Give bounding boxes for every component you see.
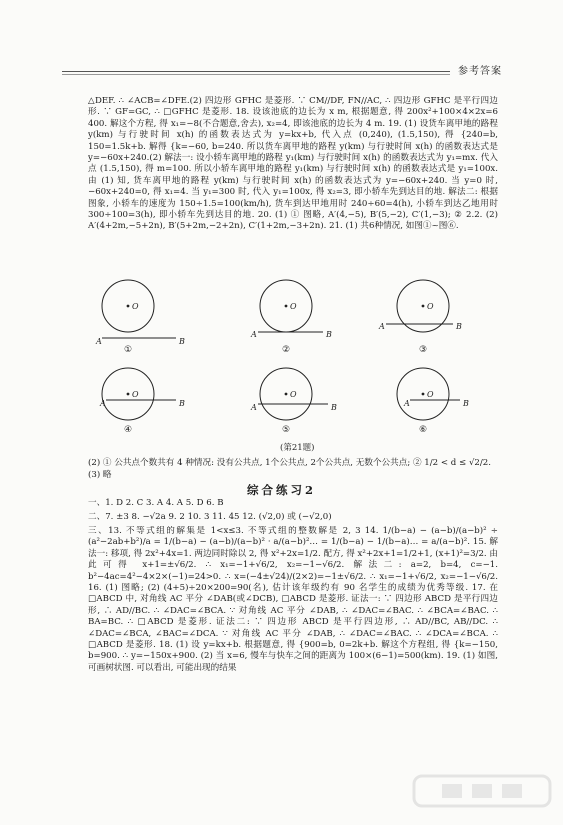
figure-label-1: ① (124, 345, 133, 355)
label-o-3: O (427, 302, 434, 311)
figure-label-2: ② (282, 345, 291, 355)
label-o-1: O (132, 302, 139, 311)
label-b-5: B (331, 403, 337, 412)
answer-21-part2: (2) ① 公共点个数共有 4 种情况: 没有公共点, 1个公共点, 2个公共点, 无数个公共点; ② 1/2 < d ≤ √2/2. (88, 458, 491, 468)
figure-label-3: ③ (419, 345, 428, 355)
header-rule-secondary (62, 74, 450, 75)
label-o-2: O (290, 302, 297, 311)
label-b-3: B (456, 322, 462, 331)
answer-21-part3: (3) 略 (88, 470, 112, 480)
label-b-6: B (463, 399, 469, 408)
label-a-3: A (379, 322, 385, 331)
label-a-4: A (100, 399, 106, 408)
watermark-logo (412, 772, 552, 820)
figure-caption: (第21题) (280, 443, 315, 453)
label-o-4: O (132, 390, 139, 399)
label-a-1: A (96, 337, 102, 346)
label-b-4: B (179, 399, 185, 408)
figure-label-4: ④ (124, 425, 133, 435)
answers-solutions: 三、13. 不等式组的解集是 1<x≤3. 不等式组的整数解是 2, 3 14. 1/(b−a) − (a−b)/(a−b)² ÷ (a²−2ab+b²)/a = 1/(b−a) − (a−b)/(a−b)² · a/(a−b)²… = 1/(b−a) − 1/(b−a)… = a/(a−b)². 15. 解法一: 移项, 得 2x²+4x=1. 两边同时除以 2, 得 x²+2x=1/2. 配方, 得 x²+2x+1=1/2+1, (x+1)²=3/2. 由此可得 x+1=±√6/2. ∴ x₁=−1+√6/2, x₂=−1−√6/2. 解法二: a=2, b=4, c=−1. b²−4ac=4²−4×2×(−1)=24>0. ∴ x=(−4±√24)/(2×2)=−1±√6/2. ∴ x₁=−1+√6/2, x₂=−1−√6/2. 16. (1) 图略; (2) (4+5)÷20×200=90(名), 估计该年级约有 90 名学生的成绩为优秀等级. 17. 在 □ABCD 中, 对角线 AC 平分 ∠DAB(或∠DCB), □ABCD 是菱形. 证法一: ∵ 四边形 ABCD 是平行四边形, ∴ AD//BC. ∴ ∠DAC=∠BCA. ∵ 对角线 AC 平分 ∠DAB, ∴ ∠DAC=∠BAC. ∴ ∠BCA=∠BAC. ∴ BA=BC. ∴ □ABCD 是菱形. 证法二: ∵ 四边形 ABCD 是平行四边形, ∴ AD//BC, AB//DC. ∴ ∠DAC=∠BCA, ∠BAC=∠DCA. ∵ 对角线 AC 平分 ∠DAB, ∴ ∠DAC=∠BAC. ∴ ∠DCA=∠BCA. ∴ □ABCD 是菱形. 18. (1) 设 y=kx+b. 根据题意, 得 {900=b, 0=2k+b. 解这个方程组, 得 {k=−150, b=900. ∴ y=−150x+900. (2) 当 x=6, 慢车与快车之间的距离为 100×(6−1)=500(km). 19. (1) 如图, 可画树状图. 可以看出, 可能出现的结果 (88, 526, 498, 673)
answers-choice: 一、1. D 2. C 3. A 4. A 5. D 6. B (88, 498, 224, 508)
figure-label-5: ⑤ (282, 425, 291, 435)
figure-21-svg (88, 272, 508, 454)
label-b-1: B (179, 337, 185, 346)
header-rule (62, 71, 450, 72)
section-title: 综合练习2 (246, 483, 316, 497)
label-o-6: O (427, 390, 434, 399)
label-a-6: A (404, 399, 410, 408)
figure-label-6: ⑥ (419, 425, 428, 435)
answer-block-top: △DEF. ∴ ∠ACB=∠DFE.(2) 四边形 GFHC 是菱形. ∵ CM//DF, FN//AC, ∴ 四边形 GFHC 是平行四边形. ∵ GF=GC, ∴ □GFHC 是菱形. 18. 设该池底的边长为 x m, 根据题意, 得 200x²+100×4×2x=6 400. 解这个方程, 得 x₁=−8(不合题意,舍去), x₂=4, 即该池底的边长为 4 m. 19. (1) 设货车离甲地的路程 y(km) 与行驶时间 x(h) 的函数表达式为 y=kx+b, 代入点 (0,240), (1.5,150), 得 {240=b, 150=1.5k+b. 解得 {k=−60, b=240. 所以货车离甲地的路程 y(km) 与行驶时间 x(h) 的函数表达式是 y=−60x+240.(2) 解法一: 设小轿车离甲地的路程 y₁(km) 与行驶时间 x(h) 的函数表达式为 y₁=mx. 代入点 (1.5,150), 得 m=100. 所以小轿车离甲地的路程 y₁(km) 与行驶时间 x(h) 的函数表达式是 y₁=100x. 由 (1) 知, 货车离甲地的路程 y(km) 与行驶时间 x(h) 的函数表达式为 y=−60x+240. 当 y=0 时, −60x+240=0, 得 x₁=4. 当 y₁=300 时, 代入 y₁=100x, 得 x₂=3, 即小轿车先到达目的地. 解法二: 根据图象, 小轿车的速度为 150÷1.5=100(km/h), 货车到达甲地用时 240÷60=4(h), 小轿车到达乙地用时 300÷100=3(h), 即小轿车先到达目的地. 20. (1) ① 图略, A′(4,−5), B′(5,−2), C′(1,−3); ② 2.2. (2) A′(4+2m,−5+2n), B′(5+2m,−2+2n), C′(1+2m,−3+2n). 21. (1) 共6种情况, 如图①~图⑥. (88, 96, 498, 232)
header-label: 参考答案 (458, 66, 502, 77)
label-a-2: A (251, 330, 257, 339)
answers-fill: 二、7. ±3 8. −√2a 9. 2 10. 3 11. 45 12. (√2,0) 或 (−√2,0) (88, 512, 332, 522)
figure-21 (88, 272, 508, 454)
label-b-2: B (326, 330, 332, 339)
label-a-5: A (251, 403, 257, 412)
label-o-5: O (290, 390, 297, 399)
